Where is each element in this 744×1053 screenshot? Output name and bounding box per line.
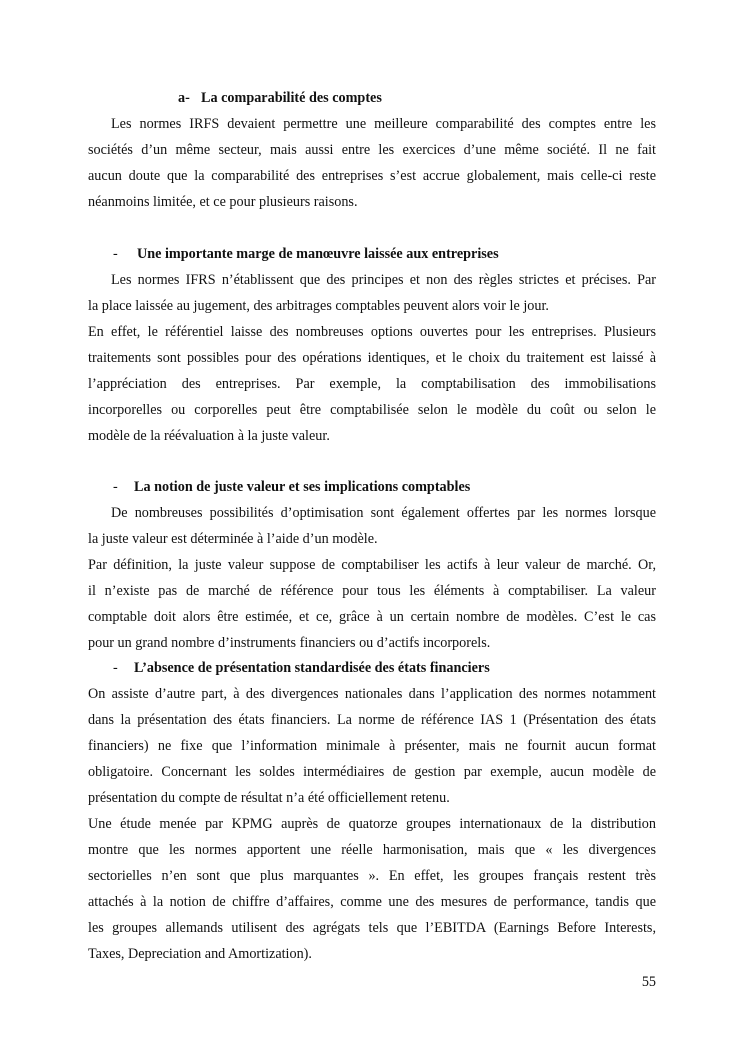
bullet-2-line-3: Par définition, la juste valeur suppose de comptabiliser les actifs à leur valeur de marché. Or, — [88, 557, 656, 573]
bullet-3-heading: L’absence de présentation standardisée des états financiers — [134, 660, 490, 676]
bullet-1-line-4: traitements sont possibles pour des opérations identiques, et le choix du traitement est laissé à — [88, 350, 656, 366]
section-a-line-3: aucun doute que la comparabilité des entreprises s’est accrue globalement, mais celle-ci reste — [88, 168, 656, 184]
bullet-3-line-1: On assiste d’autre part, à des divergences nationales dans l’application des normes notamment — [88, 686, 656, 702]
bullet-2-line-5: comptable doit alors être estimée, et ce, grâce à un certain nombre de modèles. C’est le cas — [88, 609, 656, 625]
section-a-line-1: Les normes IRFS devaient permettre une meilleure comparabilité des comptes entre les — [111, 116, 656, 132]
section-a-marker: a- — [178, 90, 190, 106]
bullet-3-line-9: attachés à la notion de chiffre d’affaires, comme une des mesures de performance, tandis que — [88, 894, 656, 910]
bullet-1-line-7: modèle de la réévaluation à la juste valeur. — [88, 428, 330, 444]
bullet-2-dash: - — [113, 479, 118, 495]
bullet-3-dash: - — [113, 660, 118, 676]
section-a-heading: La comparabilité des comptes — [201, 90, 382, 106]
bullet-3-line-4: obligatoire. Concernant les soldes intermédiaires de gestion par exemple, aucun modèle de — [88, 764, 656, 780]
bullet-1-line-3: En effet, le référentiel laisse des nombreuses options ouvertes pour les entreprises. Plusieurs — [88, 324, 656, 340]
bullet-1-line-2: la place laissée au jugement, des arbitrages comptables peuvent alors voir le jour. — [88, 298, 549, 314]
bullet-3-line-11: Taxes, Depreciation and Amortization). — [88, 946, 312, 962]
bullet-3-line-8: sectorielles n’en sont que plus marquantes ». En effet, les groupes français restent très — [88, 868, 656, 884]
bullet-1-line-6: incorporelles ou corporelles peut être comptabilisée selon le modèle du coût ou selon le — [88, 402, 656, 418]
bullet-3-line-10: les groupes allemands utilisent des agrégats tels que l’EBITDA (Earnings Before Interests, — [88, 920, 656, 936]
bullet-3-line-3: financiers) ne fixe que l’information minimale à présenter, mais ne fournit aucun format — [88, 738, 656, 754]
bullet-2-line-1: De nombreuses possibilités d’optimisation sont également offertes par les normes lorsque — [111, 505, 656, 521]
bullet-2-line-2: la juste valeur est déterminée à l’aide d’un modèle. — [88, 531, 378, 547]
bullet-1-line-5: l’appréciation des entreprises. Par exemple, la comptabilisation des immobilisations — [88, 376, 656, 392]
bullet-1-line-1: Les normes IFRS n’établissent que des principes et non des règles strictes et précises. Par — [111, 272, 656, 288]
section-a-line-4: néanmoins limitée, et ce pour plusieurs raisons. — [88, 194, 358, 210]
bullet-2-heading: La notion de juste valeur et ses implications comptables — [134, 479, 471, 495]
bullet-3-line-6: Une étude menée par KPMG auprès de quatorze groupes internationaux de la distribution — [88, 816, 656, 832]
page-number: 55 — [641, 974, 656, 990]
bullet-2-line-6: pour un grand nombre d’instruments financiers ou d’actifs incorporels. — [88, 635, 491, 651]
bullet-3-line-2: dans la présentation des états financiers. La norme de référence IAS 1 (Présentation des états — [88, 712, 656, 728]
bullet-1-dash: - — [113, 246, 118, 262]
bullet-3-line-5: présentation du compte de résultat n’a été officiellement retenu. — [88, 790, 450, 806]
bullet-3-line-7: montre que les normes apportent une réelle harmonisation, mais que « les divergences — [88, 842, 656, 858]
bullet-2-line-4: il n’existe pas de marché de référence pour tous les éléments à comptabiliser. La valeur — [88, 583, 656, 599]
section-a-line-2: sociétés d’un même secteur, mais aussi entre les exercices d’une même société. Il ne fait — [88, 142, 656, 158]
bullet-1-heading: Une importante marge de manœuvre laissée aux entreprises — [137, 246, 499, 262]
